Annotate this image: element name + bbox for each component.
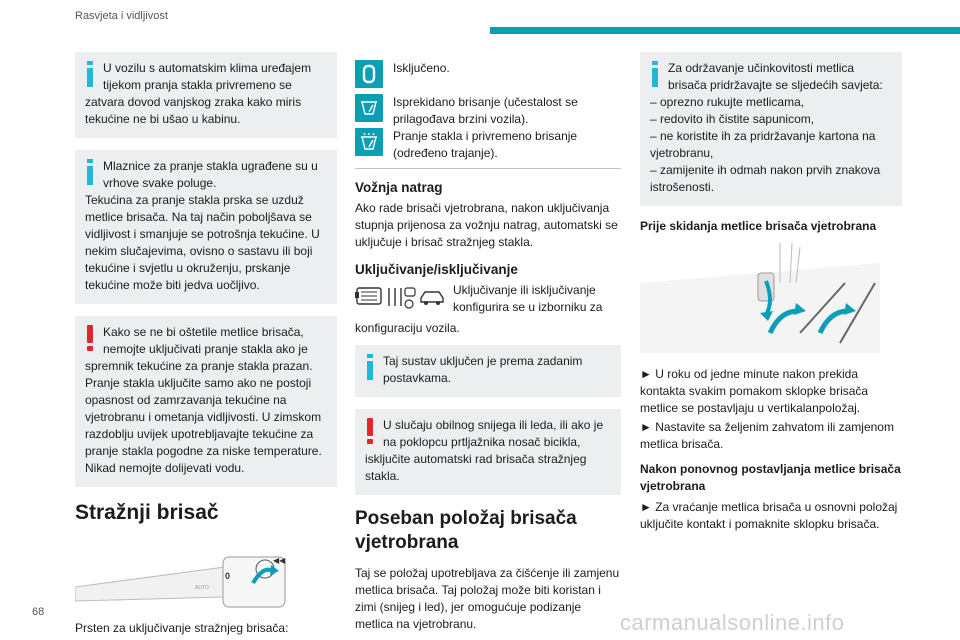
list-item: – oprezno rukujte metlicama,: [650, 95, 805, 109]
info-box-text: Tekućina za pranje stakla prska se uzduž metlice brisača. Na taj način poboljšava se vidljivost i smanjuje se potrošnja tekućine. U nekim slučajevima, ovisno o sastavu ili boji tekućine i svjetlu u okruženju, prskanje tekućine može biti jedva uočljivo.: [85, 193, 320, 292]
mode-text-wash: Pranje stakla i privremeno brisanje (određeno trajanje).: [393, 129, 578, 160]
onoff-row: [355, 282, 621, 316]
list-item: – zamijenite ih odmah nakon prvih znakova istrošenosti.: [650, 163, 881, 194]
info-icon: [652, 61, 658, 87]
warning-box-snow: [355, 409, 621, 495]
running-header: Rasvjeta i vidljivost: [75, 10, 168, 22]
info-icon: [87, 61, 93, 87]
info-box-first-line: U vozilu s automatskim klima uređajem tijekom pranja stakla privremeno se: [103, 61, 312, 92]
subtitle-before-removal: Prije skidanja metlice brisača vjetrobrana: [640, 219, 877, 233]
header-accent-bar: [490, 27, 960, 34]
section-title-onoff: Uključivanje/isključivanje: [355, 262, 518, 277]
section-title-reverse: Vožnja natrag: [355, 180, 443, 195]
warning-icon: [367, 418, 373, 444]
onoff-text-first: Uključivanje ili isključivanje konfigurira se u izborniku za: [453, 283, 603, 314]
rear-wiper-caption: Prsten za uključivanje stražnjeg brisača:: [75, 621, 289, 635]
info-box-default: [355, 345, 621, 397]
intermittent-wipe-icon: [355, 94, 383, 122]
onoff-text-rest: konfiguraciju vozila.: [355, 321, 460, 335]
mode-row-off: [355, 60, 621, 88]
section-title-rear-wiper: Stražnji brisač: [75, 501, 219, 524]
rear-wiper-lever-illustration: [75, 539, 323, 609]
step-1-text: ► U roku od jedne minute nakon prekida kontakta svakim pomakom sklopke brisača metlice se postavljaju u vertikalanpoložaj.: [640, 367, 869, 415]
lever-label-auto: AUTO: [195, 585, 209, 591]
subtitle-after-refitting: Nakon ponovnog postavljanja metlice brisača vjetrobrana: [640, 462, 901, 493]
warning-box-text: spremnik tekućine za pranje stakla prazan. Pranje stakla uključite samo ako ne postoji opasnost od zamrzavanja tekućine na vjetrobranu i ometanja vidljivosti. U zimskom razdoblju uvijek upotrebljavajte tekućine za pranje stakla pogodne za niske temperature. Nikad nemojte dolijevati vodu.: [85, 359, 322, 475]
step-2-text: ► Nastavite sa željenim zahvatom ili zamjenom metlica brisača.: [640, 420, 894, 451]
mode-row-wash: [355, 128, 621, 162]
step-3-text: ► Za vraćanje metlica brisača u osnovni položaj uključite kontakt i pomaknite sklopku brisača.: [640, 500, 898, 531]
menu-path-icons: [355, 282, 447, 312]
info-box-text: Taj sustav uključen je prema zadanim postavkama.: [383, 354, 583, 385]
info-box-maintenance: [640, 52, 902, 206]
warning-box-washer: [75, 316, 337, 487]
warning-box-text: isključite automatski rad brisača stražnjeg stakla.: [365, 452, 587, 483]
list-item: – ne koristite ih za pridržavanje kartona na vjetrobranu,: [650, 129, 876, 160]
info-box-first-line: Za održavanje učinkovitosti metlica brisača pridržavajte se sljedećih savjeta:: [668, 61, 883, 92]
column-3: [640, 52, 902, 541]
reverse-text: Ako rade brisači vjetrobrana, nakon uključivanja stupnja prijenosa za vožnju natrag, automatski se uključuje i brisač stražnjeg stakla.: [355, 201, 618, 249]
list-item: – redovito ih čistite sapunicom,: [650, 112, 815, 126]
svg-text:0: 0: [225, 571, 231, 581]
mode-row-intermittent: [355, 94, 621, 128]
info-box-nozzles: [75, 150, 337, 304]
divider: [355, 168, 621, 169]
page-number: 68: [32, 606, 45, 618]
mode-text-intermittent: Isprekidano brisanje (učestalost se prilagođava brzini vozila).: [393, 95, 578, 126]
info-icon: [367, 354, 373, 380]
watermark: carmanualsonline.info: [620, 610, 845, 635]
info-box-text: zatvara dovod vanjskog zraka kako miris tekućine ne bi ušao u kabinu.: [85, 95, 302, 126]
section-title-special-position: Poseban položaj brisača vjetrobrana: [355, 508, 577, 553]
wiper-blade-illustration: [640, 243, 880, 353]
column-2: [355, 60, 621, 640]
warning-box-first-line: U slučaju obilnog snijega ili leda, ili ako je na poklopcu prtljažnika nosač bicikla,: [383, 418, 604, 449]
column-1: [75, 52, 337, 640]
warning-icon: [87, 325, 93, 351]
svg-text:◀◀: ◀◀: [273, 556, 286, 565]
mode-text-off: Isključeno.: [393, 61, 450, 75]
off-icon: [355, 60, 383, 88]
wash-wipe-icon: [355, 128, 383, 156]
info-box-climate: [75, 52, 337, 138]
info-box-first-line: Mlaznice za pranje stakla ugrađene su u vrhove svake poluge.: [103, 159, 318, 190]
info-icon: [87, 159, 93, 185]
special-position-text: Taj se položaj upotrebljava za čišćenje ili zamjenu metlica brisača. Taj položaj može biti koristan i zimi (snijeg i led), jer omogućuje podizanje metlica na vjetrobranu.: [355, 566, 620, 631]
warning-box-first-line: Kako se ne bi oštetile metlice brisača, nemojte uključivati pranje stakla ako je: [103, 325, 308, 356]
